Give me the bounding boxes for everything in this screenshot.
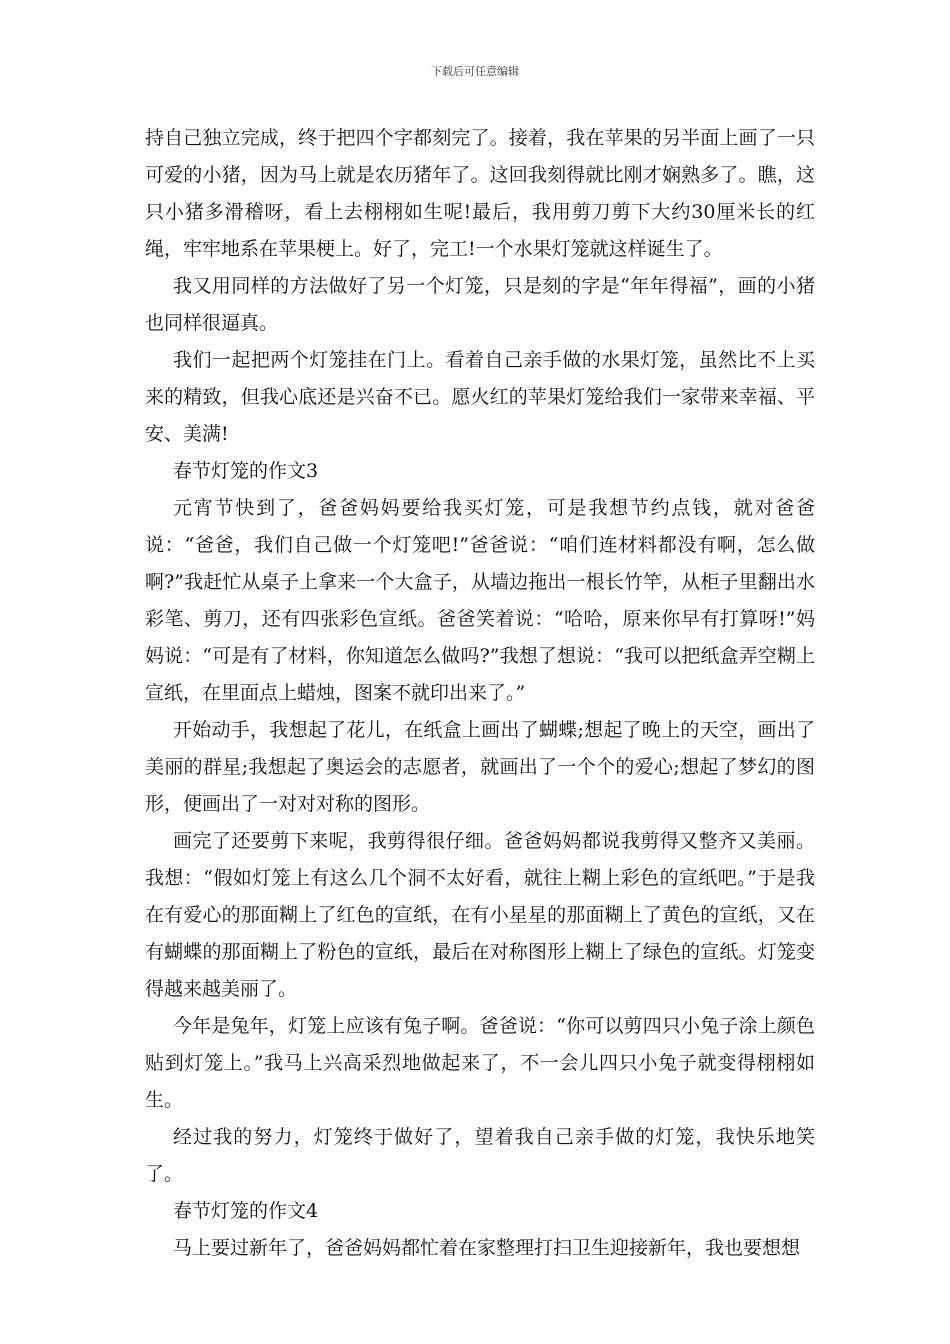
document-body <box>145 120 815 1267</box>
paragraph: 今年是兔年，灯笼上应该有兔子啊。爸爸说：“你可以剪四只小兔子涂上颜色贴到灯笼上。”我马上兴高采烈地做起来了，不一会儿四只小兔子就变得栩栩如生。 <box>145 1015 815 1111</box>
section-heading: 春节灯笼的作文4 <box>173 1200 319 1222</box>
paragraph-continued: 持自己独立完成，终于把四个字都刻完了。接着，我在苹果的另半面上画了一只可爱的小猪，因为马上就是农历猪年了。这回我刻得就比刚才娴熟多了。瞧，这只小猪多滑稽呀，看上去栩栩如生呢!最后，我用剪刀剪下大约30厘米长的红绳，牢牢地系在苹果梗上。好了，完工!一个水果灯笼就这样诞生了。 <box>145 127 815 260</box>
paragraph: 马上要过新年了，爸爸妈妈都忙着在家整理打扫卫生迎接新年，我也要想想 <box>173 1237 801 1259</box>
paragraph: 我们一起把两个灯笼挂在门上。看着自己亲手做的水果灯笼，虽然比不上买来的精致，但我心底还是兴奋不已。愿火红的苹果灯笼给我们一家带来幸福、平安、美满! <box>145 349 815 445</box>
page-header: 下载后可任意编辑 <box>431 65 519 78</box>
paragraph: 元宵节快到了，爸爸妈妈要给我买灯笼，可是我想节约点钱，就对爸爸说：“爸爸，我们自己做一个灯笼吧!”爸爸说：“咱们连材料都没有啊，怎么做啊?”我赶忙从桌子上拿来一个大盒子，从墙边拖出一根长竹竿，从柜子里翻出水彩笔、剪刀，还有四张彩色宣纸。爸爸笑着说：“哈哈，原来你早有打算呀!”妈妈说：“可是有了材料，你知道怎么做吗?”我想了想说：“我可以把纸盒弄空糊上宣纸，在里面点上蜡烛，图案不就印出来了。” <box>145 497 815 704</box>
section-heading: 春节灯笼的作文3 <box>173 460 319 482</box>
paragraph: 开始动手，我想起了花儿，在纸盒上画出了蝴蝶;想起了晚上的天空，画出了美丽的群星;我想起了奥运会的志愿者，就画出了一个个的爱心;想起了梦幻的图形，便画出了一对对对称的图形。 <box>145 719 815 815</box>
paragraph: 画完了还要剪下来呢，我剪得很仔细。爸爸妈妈都说我剪得又整齐又美丽。我想：“假如灯笼上有这么几个洞不太好看，就往上糊上彩色的宣纸吧。”于是我在有爱心的那面糊上了红色的宣纸，在有小星星的那面糊上了黄色的宣纸，又在有蝴蝶的那面糊上了粉色的宣纸，最后在对称图形上糊上了绿色的宣纸。灯笼变得越来越美丽了。 <box>145 830 815 1000</box>
paragraph: 经过我的努力，灯笼终于做好了，望着我自己亲手做的灯笼，我快乐地笑了。 <box>145 1126 815 1185</box>
paragraph: 我又用同样的方法做好了另一个灯笼，只是刻的字是“年年得福”，画的小猪也同样很逼真。 <box>145 275 815 334</box>
